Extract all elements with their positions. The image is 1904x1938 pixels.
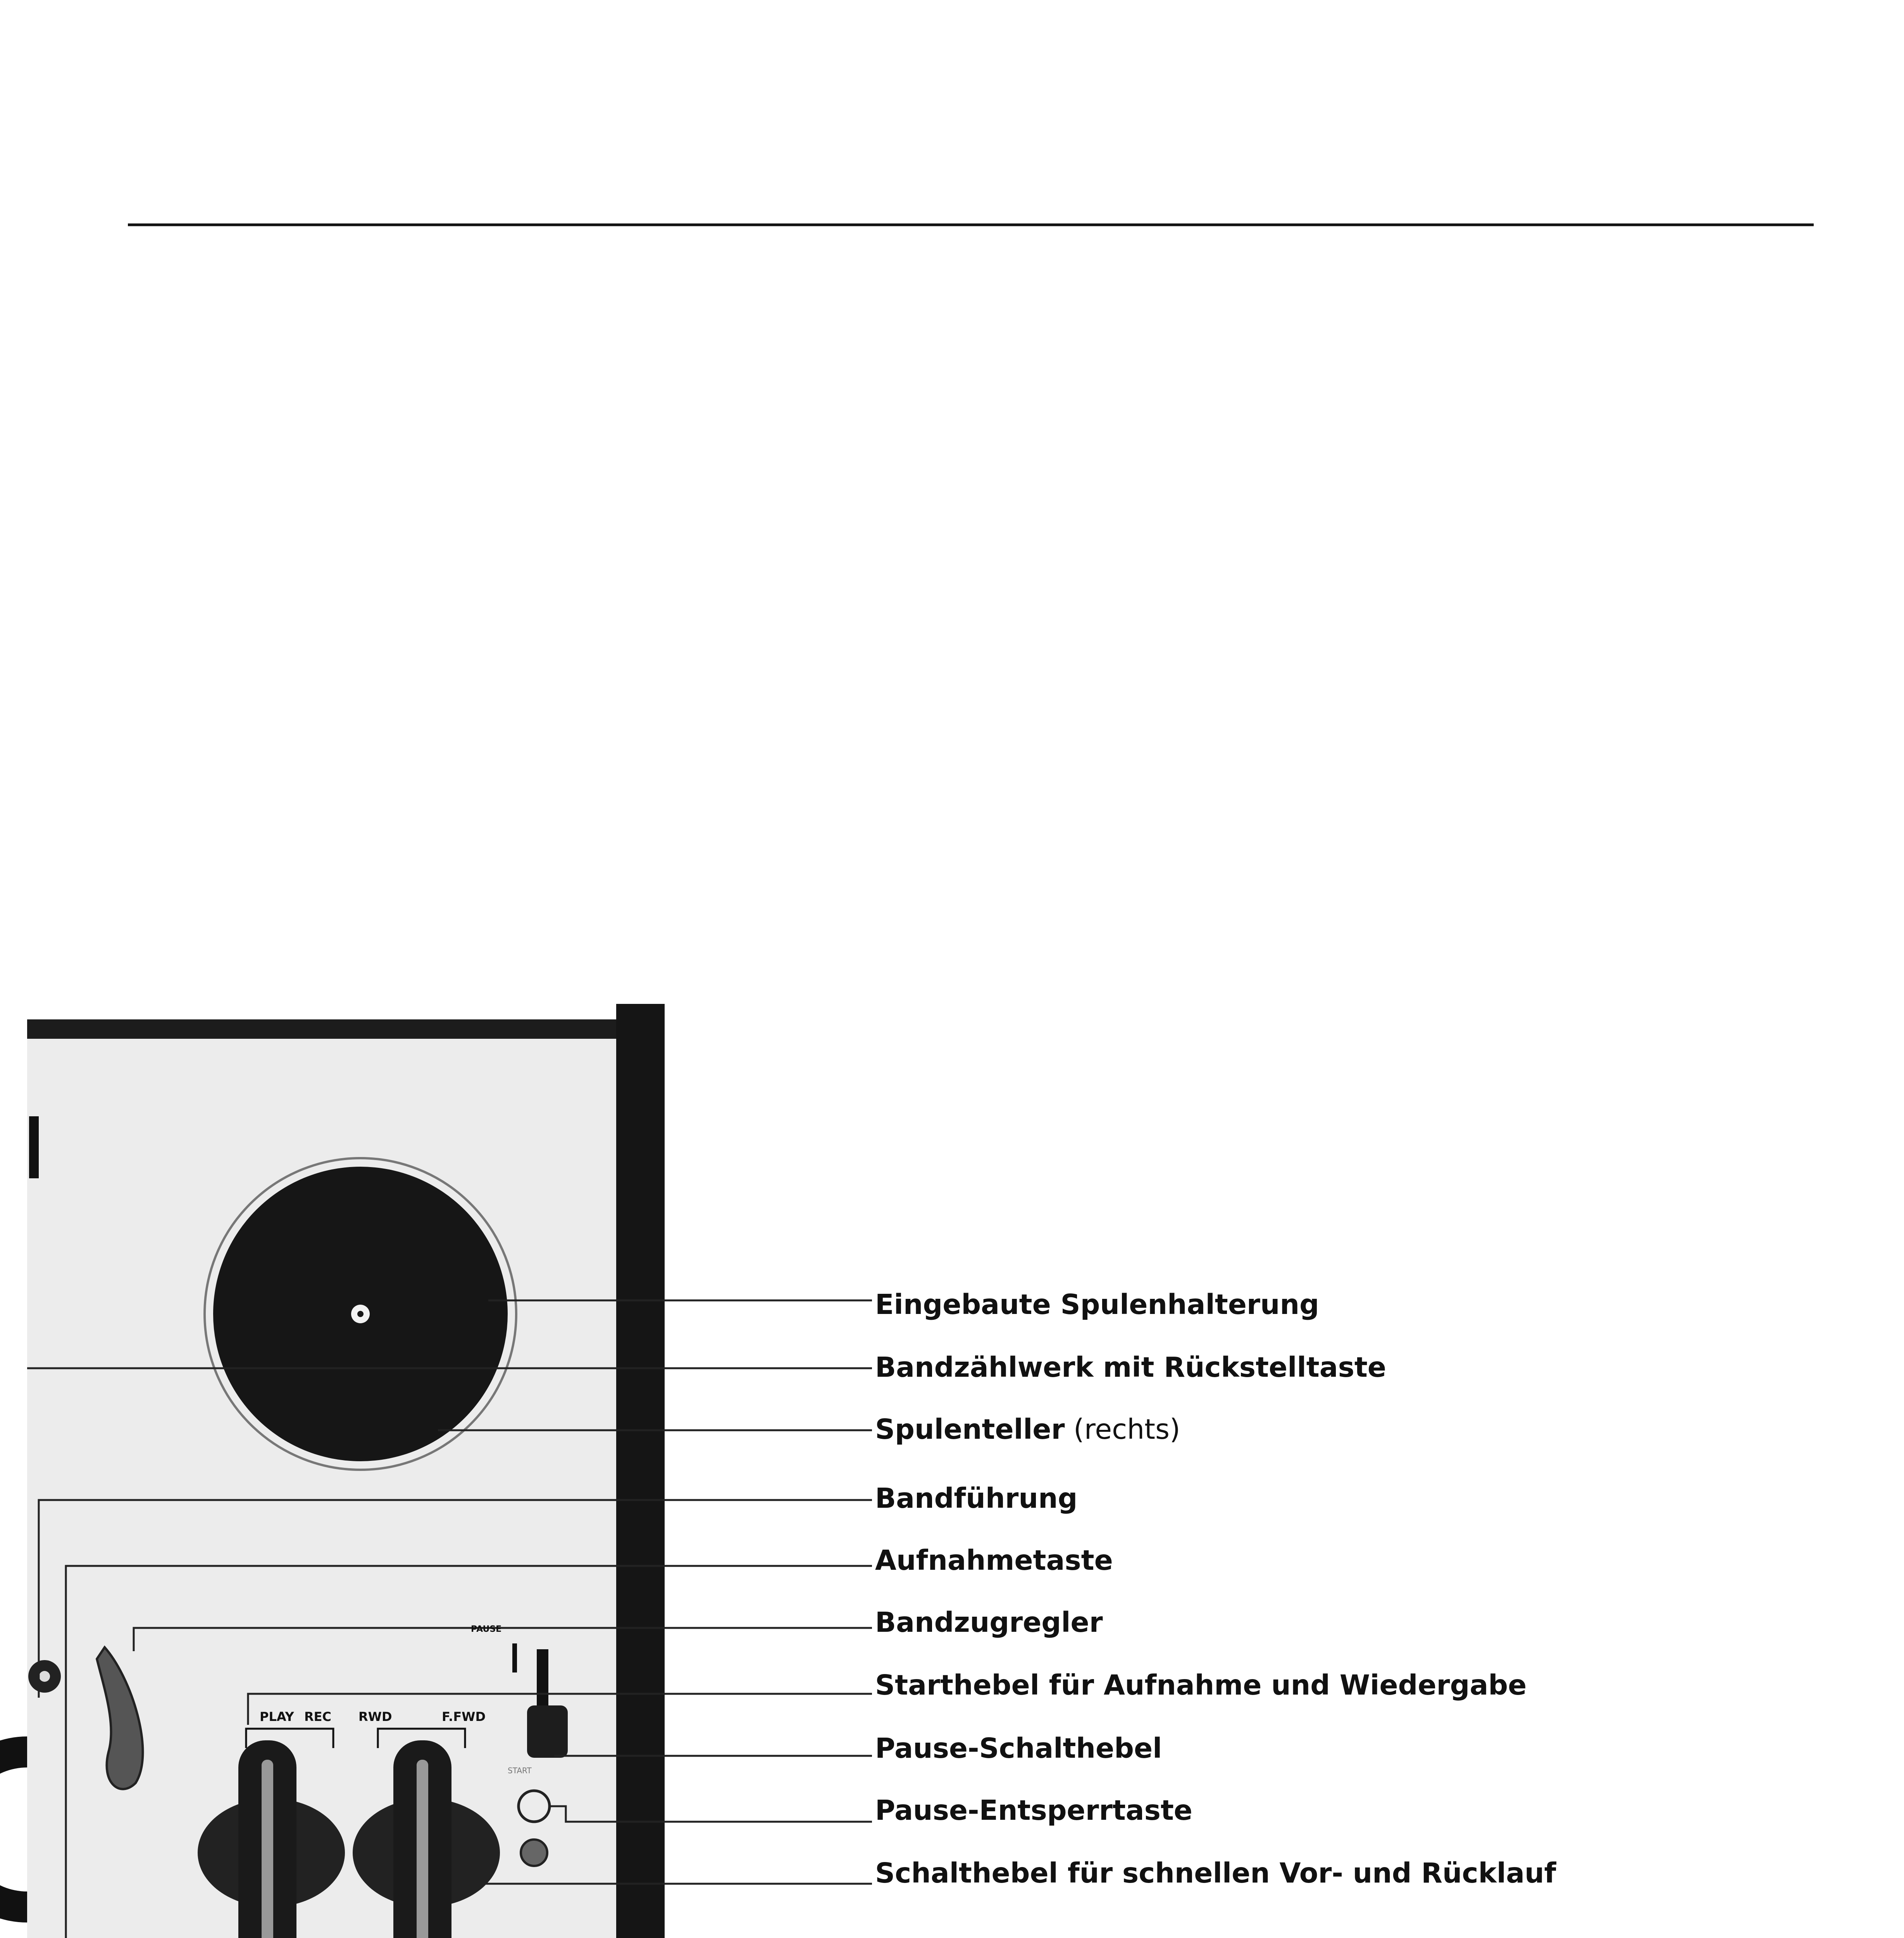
label-start: START <box>508 1766 532 1775</box>
callout-pause-lever: Pause-Schalthebel <box>875 1732 1162 1764</box>
label-rwd: RWD <box>358 1709 392 1724</box>
callout-ffwd-lever: Schalthebel für schnellen Vor- und Rücklauf <box>875 1857 1556 1889</box>
label-rec: REC <box>304 1709 331 1724</box>
pause-small-mark <box>512 1643 517 1672</box>
callout-pause-release: Pause-Entsperrtaste <box>875 1794 1192 1826</box>
label-pause: PAUSE <box>471 1624 502 1634</box>
callout-tension: Bandzugregler <box>875 1606 1103 1638</box>
pause-lever-stem <box>537 1649 548 1715</box>
guide-knob-center <box>39 1671 50 1682</box>
label-play: PLAY <box>260 1709 294 1724</box>
deck-top-panel <box>27 1023 616 1938</box>
pause-lever-knob <box>527 1705 568 1758</box>
callout-start-lever: Starthebel für Aufnahme und Wiedergabe <box>875 1669 1527 1701</box>
callout-rec-key: Aufnahmetaste <box>875 1544 1113 1576</box>
label-ffwd: F.FWD <box>442 1709 486 1724</box>
stop-button <box>521 1840 547 1866</box>
left-mark <box>29 1116 39 1178</box>
play-rec-lever-stripe <box>262 1760 273 1938</box>
deck-side-panel <box>616 1004 665 1938</box>
callout-tape-counter: Bandzählwerk mit Rückstelltaste <box>875 1351 1386 1383</box>
deck-top-strip <box>27 1019 624 1039</box>
callout-tape-guide: Bandführung <box>875 1482 1078 1514</box>
callout-reel-table: Spulenteller (rechts) <box>875 1413 1180 1445</box>
reel-hub-center <box>357 1311 364 1317</box>
tape-guide-ring <box>0 1736 27 1922</box>
ffwd-lever-stripe <box>417 1760 428 1938</box>
callout-reel-holder: Eingebaute Spulenhalterung <box>875 1288 1319 1321</box>
